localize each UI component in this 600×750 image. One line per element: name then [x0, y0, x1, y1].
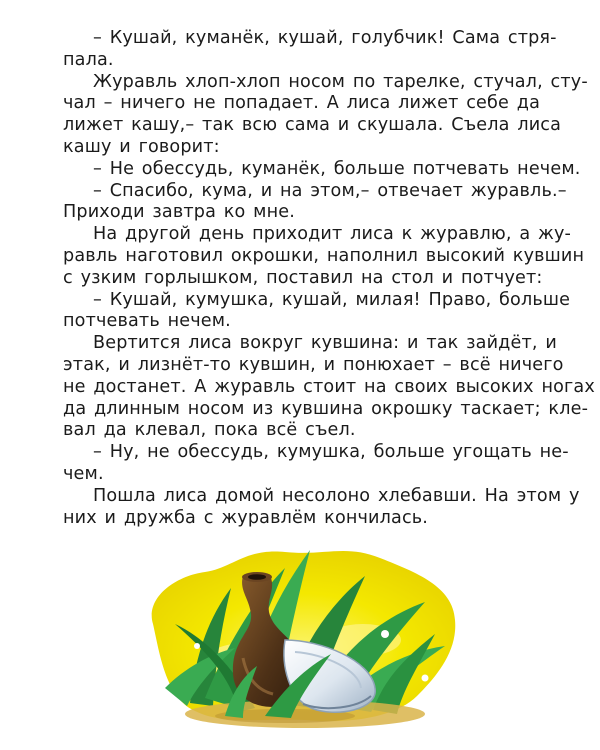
jug-and-plate-illustration: [135, 528, 465, 733]
text-line: чем.: [63, 463, 104, 484]
text-line: пала.: [63, 49, 114, 70]
text-line: На другой день приходит лиса к журавлю, а жу-: [93, 224, 572, 245]
text-line: Пошла лиса домой несолоно хлебавши. На этом у: [93, 485, 580, 506]
text-line: потчевать нечем.: [63, 311, 231, 332]
text-line: них и дружба с журавлём кончилась.: [63, 507, 429, 528]
text-line: этак, и лизнёт-то кувшин, и понюхает – всё ничего: [63, 354, 564, 375]
text-line: Приходи завтра ко мне.: [63, 202, 295, 223]
text-line: – Ну, не обессудь, кумушка, больше угощать не-: [93, 442, 569, 463]
text-line: Журавль хлоп-хлоп носом по тарелке, стучал, сту-: [93, 71, 588, 92]
text-line: – Кушай, кумушка, кушай, милая! Право, больше: [93, 289, 571, 310]
text-line: вал да клевал, пока всё съел.: [63, 420, 356, 441]
text-line: не достанет. А журавль стоит на своих высоких ногах: [63, 376, 595, 397]
text-line: равль наготовил окрошки, наполнил высокий кувшин: [63, 245, 585, 266]
text-line: лижет кашу,– так всю сама и скушала. Съела лиса: [63, 115, 562, 136]
text-line: да длинным носом из кувшина окрошку таскает; кле-: [63, 398, 589, 419]
story-text: [63, 28, 595, 529]
text-line: Вертится лиса вокруг кувшина: и так зайдёт, и: [93, 333, 557, 354]
text-line: – Кушай, куманёк, кушай, голубчик! Сама стря-: [93, 28, 557, 48]
jug-and-plate-icon: [135, 528, 465, 733]
text-line: – Не обессудь, куманёк, больше потчевать нечем.: [93, 158, 581, 179]
text-line: с узким горлышком, поставил на стол и потчует:: [63, 267, 543, 288]
text-line: кашу и говорит:: [63, 136, 220, 157]
text-line: – Спасибо, кума, и на этом,– отвечает журавль.–: [93, 180, 567, 201]
text-line: чал – ничего не попадает. А лиса лижет себе да: [63, 93, 540, 114]
